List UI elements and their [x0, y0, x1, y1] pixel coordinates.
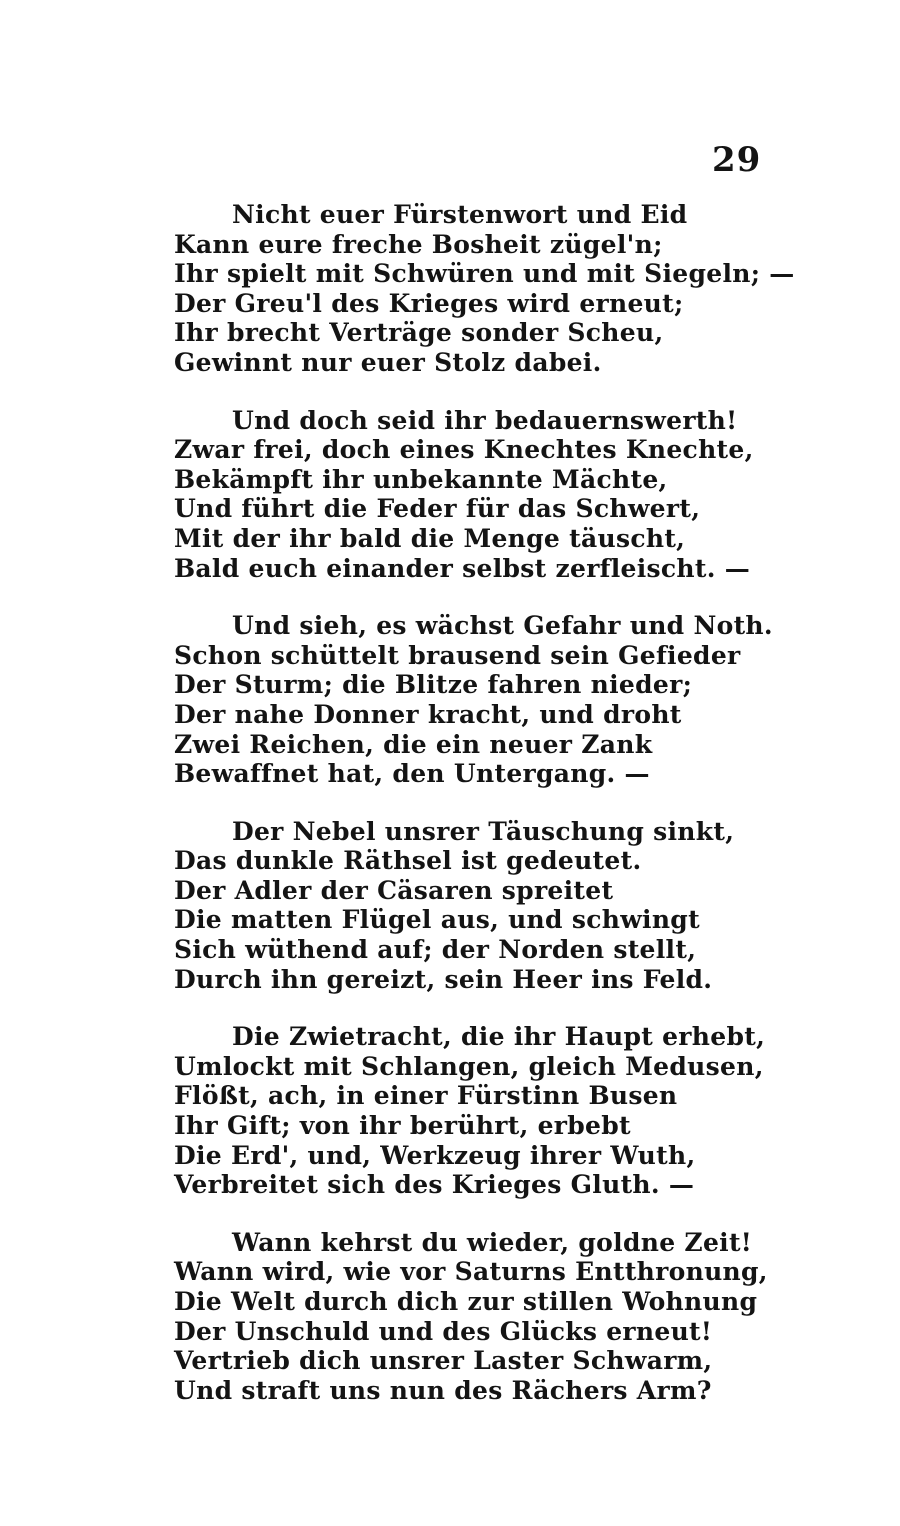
- poem-line: Umlockt mit Schlangen, gleich Medusen,: [174, 1051, 764, 1081]
- poem-line: Zwei Reichen, die ein neuer Zank: [174, 729, 653, 759]
- poem-line: Kann eure freche Bosheit zügel'n;: [174, 229, 663, 259]
- stanza-3: [174, 611, 773, 789]
- poem-line: Das dunkle Räthsel ist gedeutet.: [174, 846, 642, 876]
- poem-line: Der Adler der Cäsaren spreitet: [174, 875, 614, 905]
- poem-line: Und doch seid ihr bedauernswerth!: [232, 405, 738, 435]
- poem: [174, 200, 795, 1433]
- stanza-2: [174, 405, 754, 584]
- poem-line: Bekämpft ihr unbekannte Mächte,: [174, 464, 668, 494]
- poem-line: Die Erd', und, Werkzeug ihrer Wuth,: [174, 1140, 696, 1170]
- poem-line: Die Zwietracht, die ihr Haupt erhebt,: [232, 1022, 766, 1052]
- poem-line: Der Sturm; die Blitze fahren nieder;: [174, 670, 693, 700]
- stanza-5: [174, 1022, 766, 1200]
- stanza-1: [174, 200, 795, 378]
- poem-line: Flößt, ach, in einer Fürstinn Busen: [174, 1081, 678, 1111]
- poem-line: Zwar frei, doch eines Knechtes Knechte,: [174, 435, 754, 465]
- poem-line: Vertrieb dich unsrer Laster Schwarm,: [174, 1346, 713, 1376]
- poem-line: Durch ihn gereizt, sein Heer ins Feld.: [174, 964, 713, 994]
- poem-line: Nicht euer Fürstenwort und Eid: [232, 200, 688, 229]
- poem-line: Ihr brecht Verträge sonder Scheu,: [174, 318, 664, 348]
- poem-line: Der Unschuld und des Glücks erneut!: [174, 1316, 713, 1346]
- poem-line: Ihr Gift; von ihr berührt, erbebt: [174, 1111, 631, 1141]
- poem-line: Bald euch einander selbst zerfleischt. —: [174, 553, 751, 583]
- poem-line: Und sieh, es wächst Gefahr und Noth.: [232, 611, 773, 641]
- poem-line: Wann kehrst du wieder, goldne Zeit!: [232, 1227, 753, 1257]
- poem-line: Mit der ihr bald die Menge täuscht,: [174, 523, 686, 553]
- stanza-6: [174, 1227, 768, 1406]
- poem-line: Sich wüthend auf; der Norden stellt,: [174, 935, 697, 965]
- poem-line: Der Nebel unsrer Täuschung sinkt,: [232, 816, 735, 846]
- poem-line: Die Welt durch dich zur stillen Wohnung: [174, 1287, 758, 1316]
- poem-line: Gewinnt nur euer Stolz dabei.: [174, 347, 602, 377]
- poem-line: Schon schüttelt brausend sein Gefieder: [174, 640, 741, 670]
- poem-line: Und straft uns nun des Rächers Arm?: [174, 1375, 712, 1405]
- poem-line: Der Greu'l des Krieges wird erneut;: [174, 288, 684, 318]
- page-number: 29: [712, 140, 762, 180]
- poem-line: Und führt die Feder für das Schwert,: [174, 494, 701, 524]
- poem-line: Verbreitet sich des Krieges Gluth. —: [174, 1170, 695, 1200]
- poem-line: Bewaffnet hat, den Untergang. —: [174, 759, 650, 789]
- poem-line: Wann wird, wie vor Saturns Entthronung,: [174, 1257, 768, 1287]
- poem-line: Der nahe Donner kracht, und droht: [174, 699, 682, 729]
- stanza-4: [174, 817, 744, 995]
- poem-line: Ihr spielt mit Schwüren und mit Siegeln; —: [174, 259, 795, 289]
- poem-line: Die matten Flügel aus, und schwingt: [174, 905, 700, 935]
